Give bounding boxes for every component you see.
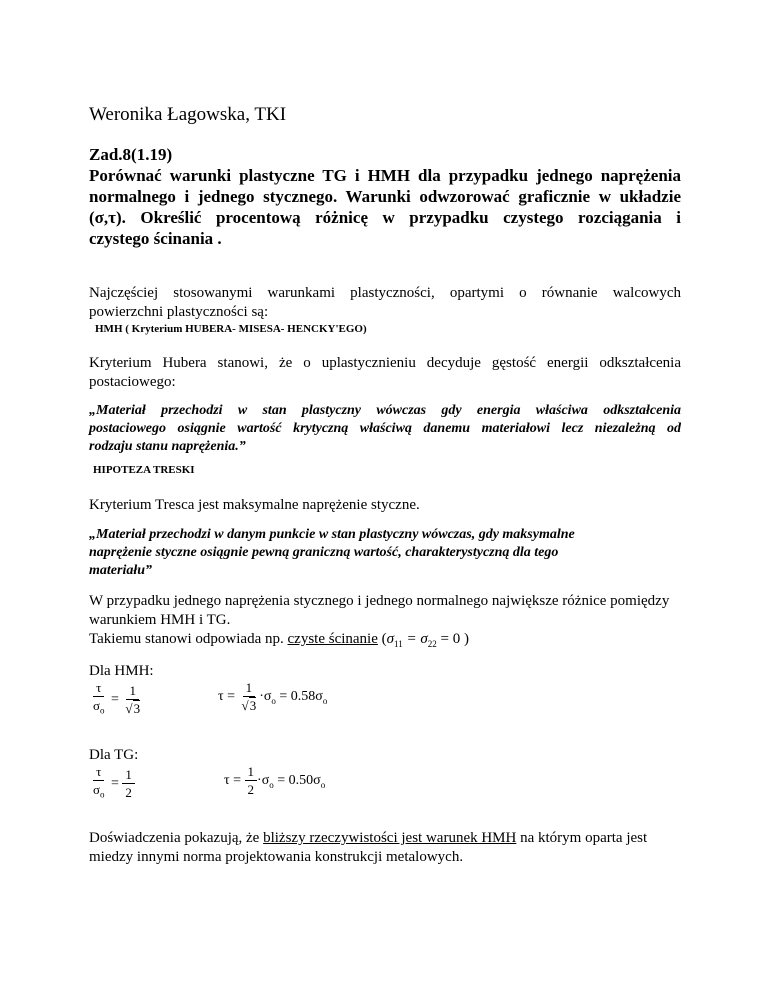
hmh-quote-line-1: „Materiał przechodzi w stan plastyczny wówczas gdy energia właściwa odkształcenia (89, 403, 681, 418)
task-block (89, 144, 681, 249)
hmh-quote-line-3: rodzaju stanu naprężenia.” (89, 439, 246, 454)
tg-result-formula: τ = $\frac{1}{2}$ $\cdot\sigma_o = 0.50\sigma_o$ (224, 764, 326, 797)
conclusion-paragraph (89, 829, 689, 867)
hmh-desc-line-2: postaciowego: (89, 374, 176, 390)
tresca-quote-line-1: „Materiał przechodzi w danym punkcie w stan plastyczny wówczas, gdy maksymalne (89, 527, 575, 542)
task-number: Zad.8(1.19) (89, 145, 173, 164)
comparison-line-1: W przypadku jednego naprężenia stycznego i jednego normalnego największe różnice pomiędzy (89, 593, 670, 609)
hmh-quote-line-2: postaciowego osiągnie wartość krytyczną właściwą danemu materiałowi lecz niezależną od (89, 421, 681, 436)
intro-paragraph (89, 284, 681, 322)
comparison-line-2: warunkiem HMH i TG. (89, 612, 231, 628)
comparison-paragraph (89, 592, 689, 654)
task-line-1: Porównać warunki plastyczne TG i HMH dla przypadku jednego naprężenia (89, 166, 681, 185)
hmh-quote (89, 402, 681, 456)
intro-line-1: Najczęściej stosowanymi warunkami plastyczności, opartymi o równanie walcowych (89, 285, 681, 301)
hmh-description (89, 354, 681, 392)
tg-label: Dla TG: (89, 747, 139, 763)
hmh-desc-line-1: Kryterium Hubera stanowi, że o uplastycznieniu decyduje gęstość energii odkształcenia (89, 355, 681, 371)
author-name: Weronika Łagowska, TKI (89, 104, 287, 125)
hmh-result-formula: τ = $\frac{1}{√3}$ $\cdot\sigma_o = 0.58\sigma_o$ (218, 680, 328, 713)
hmh-heading: HMH ( Kryterium HUBERA- MISESA- HENCKY'EGO) (95, 323, 367, 335)
tresca-quote (89, 526, 681, 580)
comparison-line-3: Takiemu stanowi odpowiada np. czyste ścinanie ($\sigma_{11} = \sigma_{22} = 0$ ) (89, 631, 469, 649)
tg-ratio-formula: $\frac{\tau}{\sigma_o}$ = $\frac{1}{2}$ (90, 764, 135, 804)
tresca-description: Kryterium Tresca jest maksymalne naprężenie styczne. (89, 497, 420, 513)
tresca-quote-line-3: materiału” (89, 563, 153, 578)
task-line-4: czystego ścinania . (89, 229, 222, 248)
tresca-heading: HIPOTEZA TRESKI (93, 464, 195, 476)
task-line-2: normalnego i jednego stycznego. Warunki odwzorować graficznie w układzie (89, 187, 681, 206)
task-line-3: (σ,τ). Określić procentową różnicę w przypadku czystego rozciągania i (89, 208, 681, 227)
conclusion-line-2: miedzy innymi norma projektowania konstrukcji metalowych. (89, 849, 464, 865)
hmh-closer-link: bliższy rzeczywistości jest warunek HMH (263, 830, 517, 846)
hmh-ratio-formula: $\frac{\tau}{\sigma_o}$ = $\frac{1}{√3}$ (93, 680, 141, 716)
intro-line-2: powierzchni plastyczności są: (89, 304, 269, 320)
tresca-quote-line-2: naprężenie styczne osiągnie pewną graniczną wartość, charakterystyczną dla tego (89, 545, 559, 560)
conclusion-line-1: Doświadczenia pokazują, że bliższy rzeczywistości jest warunek HMH na którym oparta jest (89, 830, 648, 846)
pure-shear-link: czyste ścinanie (287, 631, 378, 647)
hmh-label: Dla HMH: (89, 663, 154, 679)
